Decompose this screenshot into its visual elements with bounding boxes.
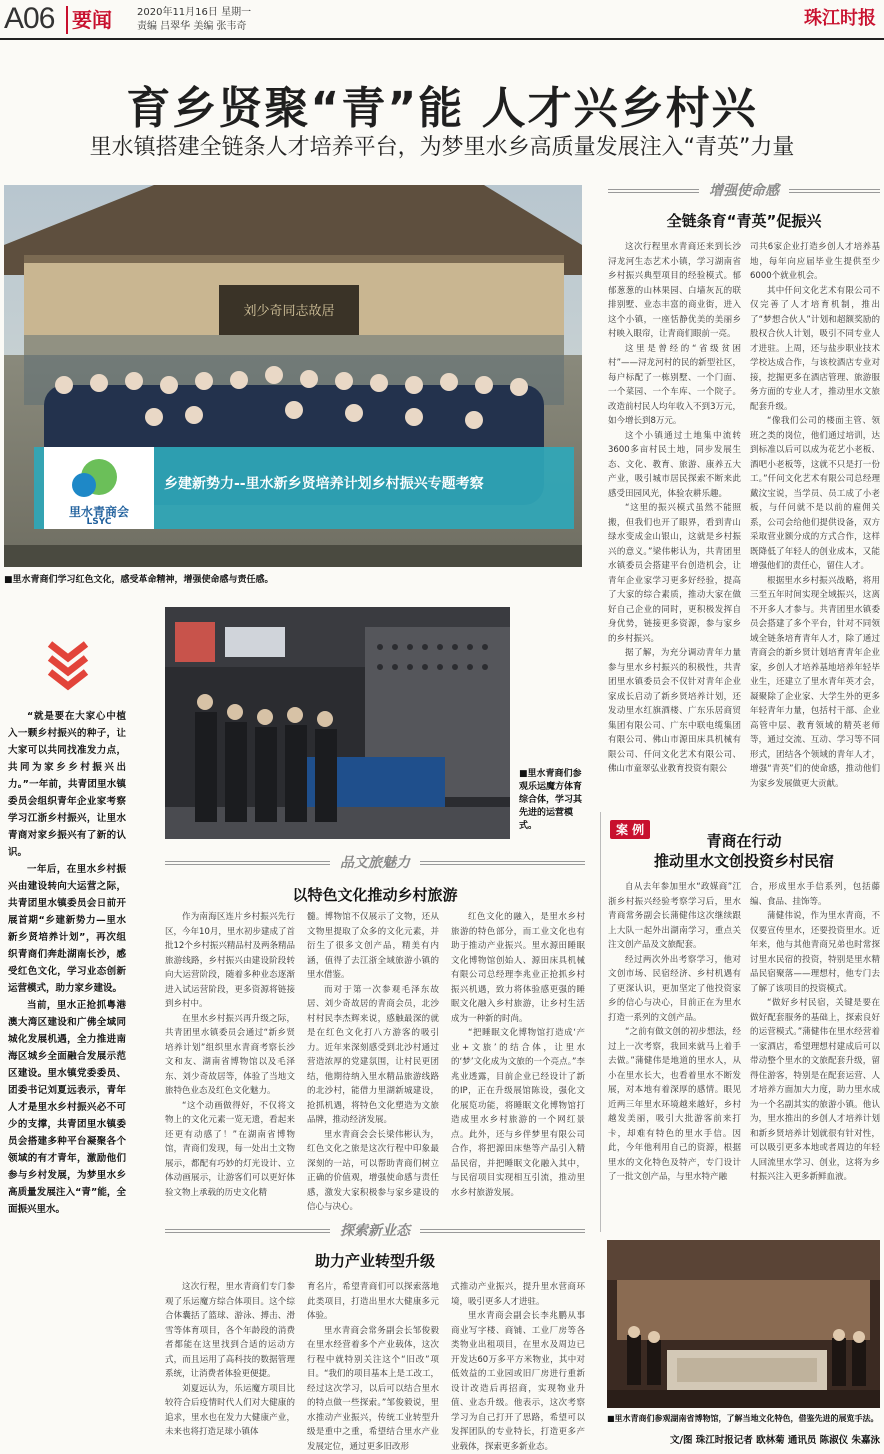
section3-tag-label: 探索新业态 — [330, 1220, 420, 1240]
section2-col1 — [165, 910, 295, 1230]
section2-col3 — [451, 910, 585, 1230]
paragraph: 根据里水乡村振兴战略，将用三至五年时间实现全域振兴，这离不开多人才参与。共青团里水镇委员会搭建了多个平台，针对不同领域全链条培育青年人才，除了通过青商会的新乡贤计划培育青年企业家，乡创人才培养基地培养年轻毕业生，还建立了里水青年英才会，凝聚除了企业家、大学生外的更多年轻青年力量，包括村干部、企业高管中层、教育领域的精英老师等，通过交流、互动、学习等不同形式，团结各个领域的青年人才，增强“青英”们的使命感，推动他们为家乡发展做更大贡献。 — [750, 574, 880, 792]
section2-tag — [165, 852, 585, 872]
logo-text: 里水青商会 — [49, 503, 149, 520]
newspaper-brand: 珠江时报 — [804, 4, 876, 30]
photo2-caption: ■里水青商们参观乐运魔方体育综合体，学习其先进的运营模式。 — [519, 768, 585, 833]
date-line: 2020年11月16日 星期一 — [137, 6, 251, 20]
paragraph: “把睡眠文化博物馆打造成‘产业+文旅’的结合体，让里水的‘梦’文化成为文旅的一个亮点。”李兆业透露，目前企业已经设计了新的IP，正在升级展馆陈设，强化文化展览功能，将睡眠文化博物馆打造成里水乡村旅游的一个网红景点。此外，还与乡伴梦里有限公司合作，将把源田床垫等产品引入精品民宿，并把睡眠文化融入其中，与民宿项目实现相互引流，推动里水乡村旅游发展。 — [451, 1026, 585, 1200]
paragraph: 在里水乡村振兴再升级之际，共青团里水镇委员会通过“新乡贤培养计划”组织里水青商考察长沙文和友、湖南省博物馆以及毛泽东、刘少奇故居等，体验了当地文旅特色业态及红色文化魅力。 — [165, 1012, 295, 1099]
quote-block — [8, 708, 126, 1293]
paragraph: “像我们公司的楼面主管、领班之类的岗位，他们通过培训，达到标准以后可以成为花艺小老板、酒吧小老板等，这就不只是打一份工。”仟问文化艺术有限公司总经理戴汶宝说，当学员、员工成了小老板，与仟问就不是以前的雇佣关系，公司会给他们提供设备，双方采取营业额分成的方式合作，这样既降低了年轻人的创业成本，又能增强他们的责任心，留住人才。 — [750, 414, 880, 574]
quote-paragraph: 一年后，在里水乡村振兴由建设转向大运营之际，共青团里水镇委员会日前开展首期“乡建新势力—里水新乡贤培养计划”，再次组织青商们奔赴湖南长沙，感受红色文化，学习业态创新运营模式，助力家乡建设。 — [8, 861, 126, 997]
subheadline: 里水镇搭建全链条人才培养平台，为梦里水乡高质量发展注入“青英”力量 — [0, 130, 884, 161]
paragraph: 蒲健伟说，作为里水青商，不仅要宣传里水，还要投资里水。近年来，他与其他青商兄弟也时常探讨里水民宿的投资，特别是里水精品民宿聚落——理想村，他专门去了解了该项目的投资模式。 — [750, 909, 880, 996]
case-col1 — [608, 880, 741, 1230]
section3-col1 — [165, 1280, 295, 1450]
paragraph: 髓。博物馆不仅展示了文物，还从文物里提取了众多的文化元素，并衍生了很多文创产品，精美有内涵，值得了去江浙全域旅游小镇的里水借鉴。 — [307, 910, 439, 983]
byline-credit: 文/图 珠江时报记者 欧林菊 通讯员 陈淑仪 朱嘉泳 — [640, 1432, 880, 1446]
section1-tag-label: 增强使命感 — [699, 180, 789, 200]
paragraph: 式推动产业振兴，提升里水营商环境，吸引更多人才进驻。 — [451, 1280, 585, 1309]
group-photo — [4, 185, 582, 567]
section1-tag — [608, 180, 880, 200]
paragraph: 这个小镇通过土地集中流转3600多亩村民土地，同步发展生态、文化、教育、旅游、康养五大产业，吸引城市居民探索不断来此感受田园风光，体验农耕乐趣。 — [608, 429, 741, 502]
page-number: A06 — [4, 2, 54, 36]
paragraph: 这次行程里水青商还来到长沙浔龙河生态艺术小镇，学习湖南省乡村振兴典型项目的经验模式。郁郁葱葱的山林果园、白墙灰瓦的联排别墅、业态丰富的商业街，进入这个小镇，一座恬静优美的美丽乡村映入眼帘，让青商们眼前一亮。 — [608, 240, 741, 342]
paragraph: 合，形成里水手信系列，包括藤编、食品、挂饰等。 — [750, 880, 880, 909]
section3-title: 助力产业转型升级 — [165, 1250, 585, 1271]
museum-photo — [607, 1240, 880, 1408]
paragraph: “之前有做文创的初步想法，经过上一次考察，我回来就马上着手去做。”蒲健伟是地道的里水人，从小在里水长大，也看着里水不断发展，对本地有着深厚的感情。眼见近两三年里水环境越来越好，乡村越发美丽，吸引大批游客前来打卡，却难有特色的里水手信。因此，今年他利用自己的资源，根据里水的文化特色及特产，专门设计了一批文创产品，与里水特产融 — [608, 1025, 741, 1185]
section3-col3 — [451, 1280, 585, 1450]
chevron-icon — [46, 640, 90, 692]
paragraph: 刘夏远认为，乐运魔方项目比较符合后疫情时代人们对大健康的追求，里水也在发力大健康产业，未来也将打造足球小镇体 — [165, 1382, 295, 1440]
headline: 育乡贤聚“青”能 人才兴乡村兴 — [0, 72, 884, 136]
section3-tag — [165, 1220, 585, 1240]
chevron-down-icon — [46, 640, 90, 688]
section1-title: 全链条育“青英”促振兴 — [608, 210, 880, 231]
building-sign: 刘少奇同志故居 — [224, 300, 354, 319]
quote-paragraph: “就是要在大家心中植入一颗乡村振兴的种子，让大家可以共同找准发力点，共同为家乡乡村振兴出力。”一年前，共青团里水镇委员会组织青年企业家考察学习江浙乡村振兴，让里水青商对家乡振兴有了新的认识。 — [8, 708, 126, 861]
banner-text: 乡建新势力--里水新乡贤培养计划乡村振兴专题考察 — [164, 475, 564, 493]
sports-complex-image — [165, 607, 510, 839]
photo3-caption: ■里水青商们参观湖南省博物馆，了解当地文化特色，借鉴先进的展览手法。 — [607, 1412, 884, 1425]
paragraph: 这次行程，里水青商们专门参观了乐运魔方综合体项目。这个综合体囊括了篮球、游泳、搏击、滑雪等体育项目，各个年龄段的消费者都能在这里找到合适的运动方式，而且运用了高科技的数据管理系统，让消费者体验更便捷。 — [165, 1280, 295, 1382]
paragraph: 这里是曾经的“省级贫困村”——浔龙河村的民的新型社区，每户标配了一栋别墅、一个门面、一个菜园、一个车库、一个院子。改造前村民人均年收入不到3万元，如今增长到8万元。 — [608, 342, 741, 429]
paragraph: 红色文化的融入，是里水乡村旅游的特色部分，而工业文化也有助于推动产业振兴。里水源田睡眠文化博物馆创始人、源田床具机械有限公司总经理李兆业正抢抓乡村振兴机遇，致力将体验感更强的睡眠文化融入乡村旅游，让乡村生活成为一种新的时尚。 — [451, 910, 585, 1026]
photo1-caption: ■里水青商们学习红色文化，感受革命精神，增强使命感与责任感。 — [4, 574, 582, 587]
sports-complex-photo — [165, 607, 510, 839]
paragraph: 里水青商会会长梁伟彬认为，红色文化之旅是这次行程中印象最深刻的一站，可以帮助青商们树立正确的价值观，增强使命感与责任感，激发大家积极参与家乡建设的信心与决心。 — [307, 1128, 439, 1215]
editors-line: 责编 吕翠华 美编 张韦奇 — [137, 20, 251, 34]
paragraph: “做好乡村民宿，关键是要在做好配套服务的基础上，探索良好的运营模式。”蒲健伟在里水经营着一家酒店，希望理想村建成后可以带动整个里水的文旅配套升级，留得住游客，特别是在配套运营、人才培养方面加大力度，助力里水成为一个名副其实的旅游小镇。他认为，里水推出的乡创人才培养计划和新乡贤培养计划就很有针对性，可以吸引更多本地或者周边的年轻人回流里水学习、创业，这将为乡村振兴注入更多新鲜血液。 — [750, 996, 880, 1185]
paragraph: 里水青商会副会长李兆鹏从事商业写字楼、商铺、工业厂房等各类物业出租项目，在里水及周边已开发达60万多平方米物业，其中对低效益的工业园或旧厂房进行重新设计改造后再招商，实现物业升值、业态升级。他表示，这次考察学习为自己打开了思路，希望可以发挥团队的专业特长，打造更多产业载体，探索更多新业态。 — [451, 1309, 585, 1454]
paragraph: 自从去年参加里水“政媒商”江浙乡村振兴经验考察学习后，里水青商常务副会长蒲健伟这次继续跟上大队一起外出湖南学习，重点关注文创产品及文旅配套。 — [608, 880, 741, 953]
paragraph: 经过两次外出考察学习，他对文创市场、民宿经济、乡村机遇有了更深认识，更加坚定了他投资家乡的信心与决心，目前正在为里水打造一系列的文创产品。 — [608, 953, 741, 1026]
paragraph: 司共6家企业打造乡创人才培养基地，每年向应届毕业生提供至少6000个就业机会。 — [750, 240, 880, 284]
masthead-divider — [66, 6, 68, 34]
paragraph: “这里的振兴模式虽然不能照搬，但我们也开了眼界，看到青山绿水变成金山银山，这就是乡村振兴的意义。”梁伟彬认为，共青团里水镇委员会搭建平台创造机会，让青年企业家学习更多好经验，提高了大家的综合素质，推动大家在做好自己企业的同时，更积极发挥自身优势，链接更多资源，参与家乡的乡村振兴。 — [608, 501, 741, 646]
case-col2 — [750, 880, 880, 1230]
paragraph: 作为南海区连片乡村振兴先行区，今年10月，里水初步建成了首批12个乡村振兴精品村及两条精品旅游线路，乡村振兴由建设阶段转向大运营阶段，随着多种业态逐渐进入试运营阶段，更多资源将链接到乡村中。 — [165, 910, 295, 1012]
paragraph: 育名片，希望青商们可以探索落地此类项目，打造出里水大健康多元体验。 — [307, 1280, 439, 1324]
paragraph: “这个动画做得好，不仅将文物上的文化元素一览无遗，看起来还更有动感了！”在湖南省博物馆，青商们发现，每一处出土文物展示，都配有巧妙的灯光设计、立体动画展示，让游客们可以更好体验文物上承载的历史文化精 — [165, 1099, 295, 1201]
masthead-rule — [0, 38, 884, 40]
section-name: 要闻 — [72, 4, 112, 33]
masthead-meta — [137, 6, 251, 34]
section2-col2 — [307, 910, 439, 1230]
paragraph: 其中仟问文化艺术有限公司不仅完善了人才培育机制，推出了“梦想合伙人”计划和超额奖励的股权合伙人计划，吸引不同专业人才进驻。上周，还与盐步职业技术学校达成合作，与该校酒店专业对接，挖掘更多在酒店管理、旅游服务方面的专业人才，推动里水文旅配套升级。 — [750, 284, 880, 415]
section1-col1 — [608, 240, 741, 760]
paragraph: 里水青商会常务副会长邹俊毅在里水经营着多个产业载体，这次行程中就特别关注这个“旧改”项目。“我们的项目基本上是工改工，经过这次学习，以后可以结合里水的特点做一些探索。”邹俊毅说，里水推动产业振兴，传统工业转型升级是重中之重，希望结合里水产业发展定位，通过更多旧改形 — [307, 1324, 439, 1454]
case-badge: 案 例 — [610, 820, 650, 839]
section2-tag-label: 品文旅魅力 — [330, 852, 420, 872]
logo-sub: LSYC — [49, 517, 149, 527]
paragraph: 据了解，为充分调动青年力量参与里水乡村振兴的积极性，共青团里水镇委员会不仅针对青年企业家成长启动了新乡贤培养计划，还发动里水红旗酒楼、广东乐居商贸集团有限公司、广东中联电缆集团有限公司、佛山市源田床具机械有限公司、仟问文化艺术有限公司、佛山市童翠弘业教育投资有限公 — [608, 646, 741, 777]
section1-col2 — [750, 240, 880, 760]
quote-paragraph: 当前，里水正抢抓粤港澳大湾区建设和广佛全域同城化发展机遇，全力推进南海区城乡全面融合发展示范区建设。里水镇党委委员、团委书记刘夏远表示，青年人才是里水乡村振兴必不可少的支撑，共青团里水镇委员会搭建多种平台凝聚各个领域的有才青年，激励他们参与乡村发展，为梦里水乡高质量发展注入“青”能，全面振兴里水。 — [8, 997, 126, 1218]
column-divider — [600, 812, 601, 1232]
case-title-line1: 青商在行动 — [608, 830, 880, 851]
paragraph: 而对于第一次参观毛泽东故居、刘少奇故居的青商会员，北沙村村民李杰辉来说，感触最深的就是在红色文化打八方游客的吸引力。近年来深刻感受到北沙村通过营造浓厚的党建氛围，让村民更团结，他期待纳入里水精品旅游线路的北沙村，能借力里湖新城建设，抢抓机遇，将特色文化塑造为文旅品牌，推动经济发展。 — [307, 983, 439, 1128]
section3-col2 — [307, 1280, 439, 1450]
case-title-line2: 推动里水文创投资乡村民宿 — [608, 850, 880, 871]
museum-image — [607, 1240, 880, 1408]
section2-title: 以特色文化推动乡村旅游 — [165, 884, 585, 905]
